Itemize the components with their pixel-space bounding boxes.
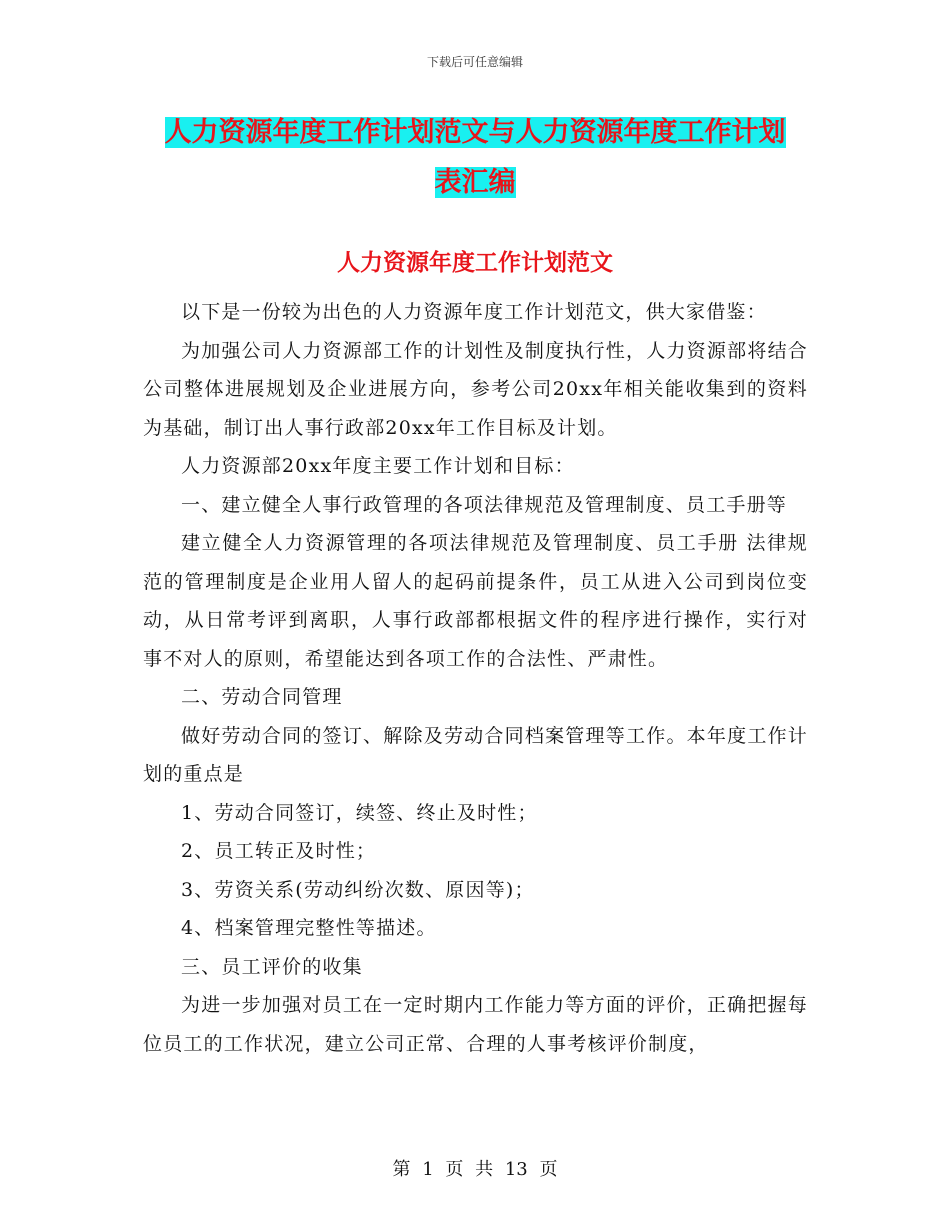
document-title bbox=[140, 108, 810, 208]
paragraph: 3、劳资关系(劳动纠纷次数、原因等)； bbox=[181, 878, 535, 901]
paragraph: 以下是一份较为出色的人力资源年度工作计划范文，供大家借鉴： bbox=[181, 301, 767, 323]
paragraph: 为加强公司人力资源部工作的计划性及制度执行性，人力资源部将结合公司整体进展规划及企业进展方向，参考公司20xx年相关能收集到的资料为基础，制订出人事行政部20xx年工作目标及计划。 bbox=[143, 339, 808, 439]
section-title: 人力资源年度工作计划范文 bbox=[337, 249, 613, 276]
paragraph: 为进一步加强对员工在一定时期内工作能力等方面的评价，正确把握每位员工的工作状况，建立公司正常、合理的人事考核评价制度， bbox=[143, 994, 808, 1055]
paragraph: 三、员工评价的收集 bbox=[181, 955, 363, 978]
paragraph: 4、档案管理完整性等描述。 bbox=[181, 917, 437, 939]
paragraph: 1、劳动合同签订，续签、终止及时性； bbox=[181, 801, 538, 824]
header-note: 下载后可任意编辑 bbox=[426, 55, 523, 69]
paragraph: 2、员工转正及时性； bbox=[181, 840, 377, 862]
paragraph: 做好劳动合同的签订、解除及劳动合同档案管理等工作。本年度工作计划的重点是 bbox=[143, 724, 808, 785]
document-body bbox=[143, 293, 808, 1063]
title-line-2: 表汇编 bbox=[434, 167, 516, 198]
paragraph: 人力资源部20xx年度主要工作计划和目标： bbox=[181, 455, 575, 477]
title-line-1: 人力资源年度工作计划范文与人力资源年度工作计划 bbox=[164, 117, 786, 148]
paragraph: 一、建立健全人事行政管理的各项法律规范及管理制度、员工手册等 bbox=[181, 493, 788, 516]
paragraph: 二、劳动合同管理 bbox=[181, 686, 343, 708]
page-number: 第 1 页 共 13 页 bbox=[392, 1159, 558, 1180]
paragraph: 建立健全人力资源管理的各项法律规范及管理制度、员工手册 法律规范的管理制度是企业用人留人的起码前提条件，员工从进入公司到岗位变动，从日常考评到离职，人事行政部都根据文件的程序进行操作，实行对事不对人的原则，希望能达到各项工作的合法性、严肃性。 bbox=[143, 532, 808, 670]
